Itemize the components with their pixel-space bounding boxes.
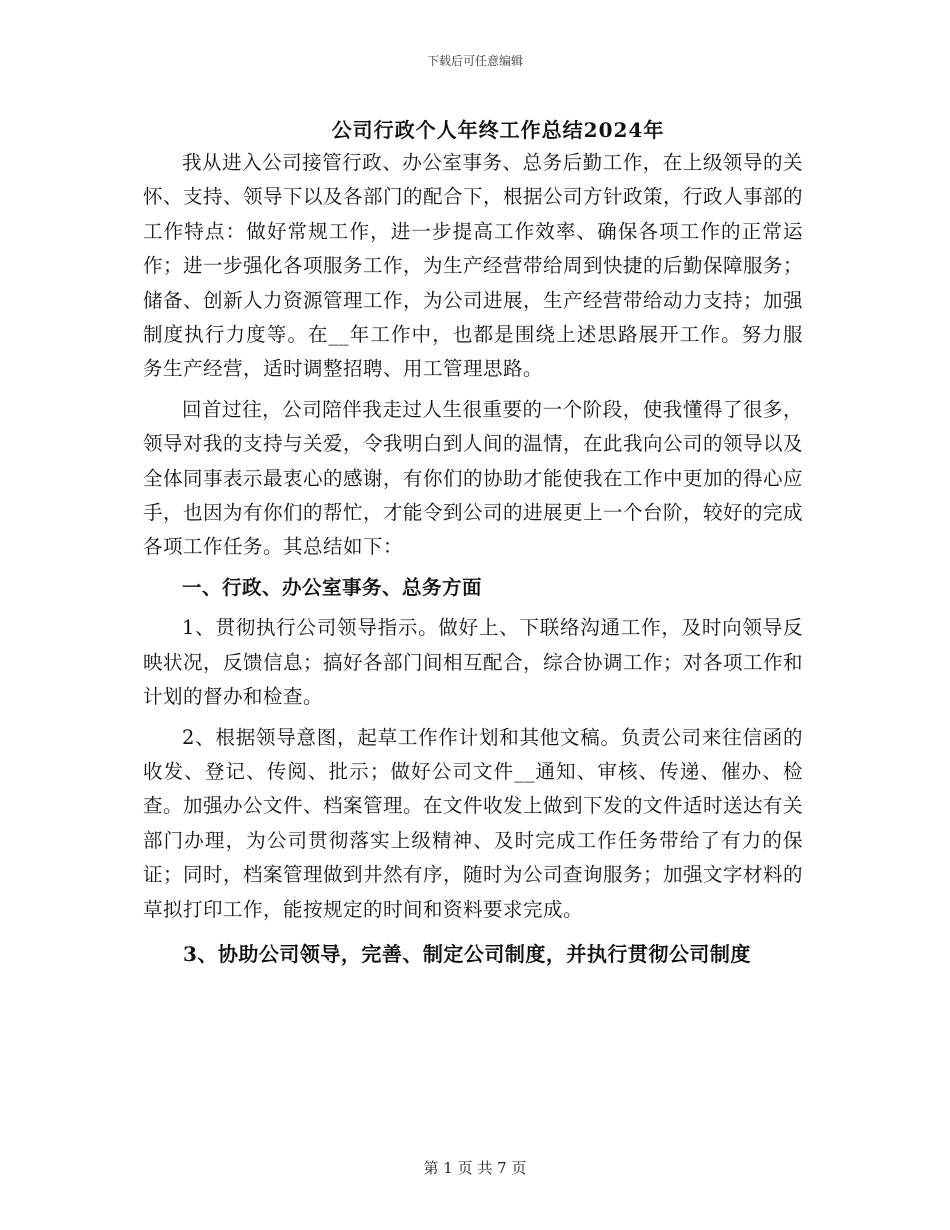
page-header: 下载后可任意编辑: [426, 54, 523, 68]
document-title: 公司行政个人年终工作总结2024年: [331, 118, 665, 142]
list-item-3-heading: 3、协助公司领导，完善、制定公司制度，并执行贯彻公司制度: [183, 941, 751, 966]
section-heading-1: 一、行政、办公室事务、总务方面: [182, 575, 483, 599]
list-item-2: 2、根据领导意图，起草工作作计划和其他文稿。负责公司来往信函的收发、登记、传阅、批示；做好公司文件__通知、审核、传递、催办、检查。加强办公文件、档案管理。在文件收发上做到下发的文件适时送达有关部门办理，为公司贯彻落实上级精神、及时完成工作任务带给了有力的保证；同时，档案管理做到井然有序，随时为公司查询服务；加强文字材料的草拟打印工作，能按规定的时间和资料要求完成。: [143, 725, 804, 921]
page-footer: 第 1 页 共 7 页: [423, 1159, 527, 1177]
paragraph-reflection: 回首过往，公司陪伴我走过人生很重要的一个阶段，使我懂得了很多，领导对我的支持与关爱，令我明白到人间的温情，在此我向公司的领导以及全体同事表示最衷心的感谢，有你们的协助才能使我在工作中更加的得心应手，也因为有你们的帮忙，才能令到公司的进展更上一个台阶，较好的完成各项工作任务。其总结如下：: [143, 397, 804, 559]
document-body: [143, 146, 803, 971]
list-item-1: 1、贯彻执行公司领导指示。做好上、下联络沟通工作，及时向领导反映状况，反馈信息；搞好各部门间相互配合，综合协调工作；对各项工作和计划的督办和检查。: [143, 616, 804, 709]
paragraph-intro: 我从进入公司接管行政、办公室事务、总务后勤工作，在上级领导的关怀、支持、领导下以及各部门的配合下，根据公司方针政策，行政人事部的工作特点：做好常规工作，进一步提高工作效率、确保各项工作的正常运作；进一步强化各项服务工作，为生产经营带给周到快捷的后勤保障服务；储备、创新人力资源管理工作，为公司进展，生产经营带给动力支持；加强制度执行力度等。在__年工作中，也都是围绕上述思路展开工作。努力服务生产经营，适时调整招聘、用工管理思路。: [143, 151, 804, 381]
